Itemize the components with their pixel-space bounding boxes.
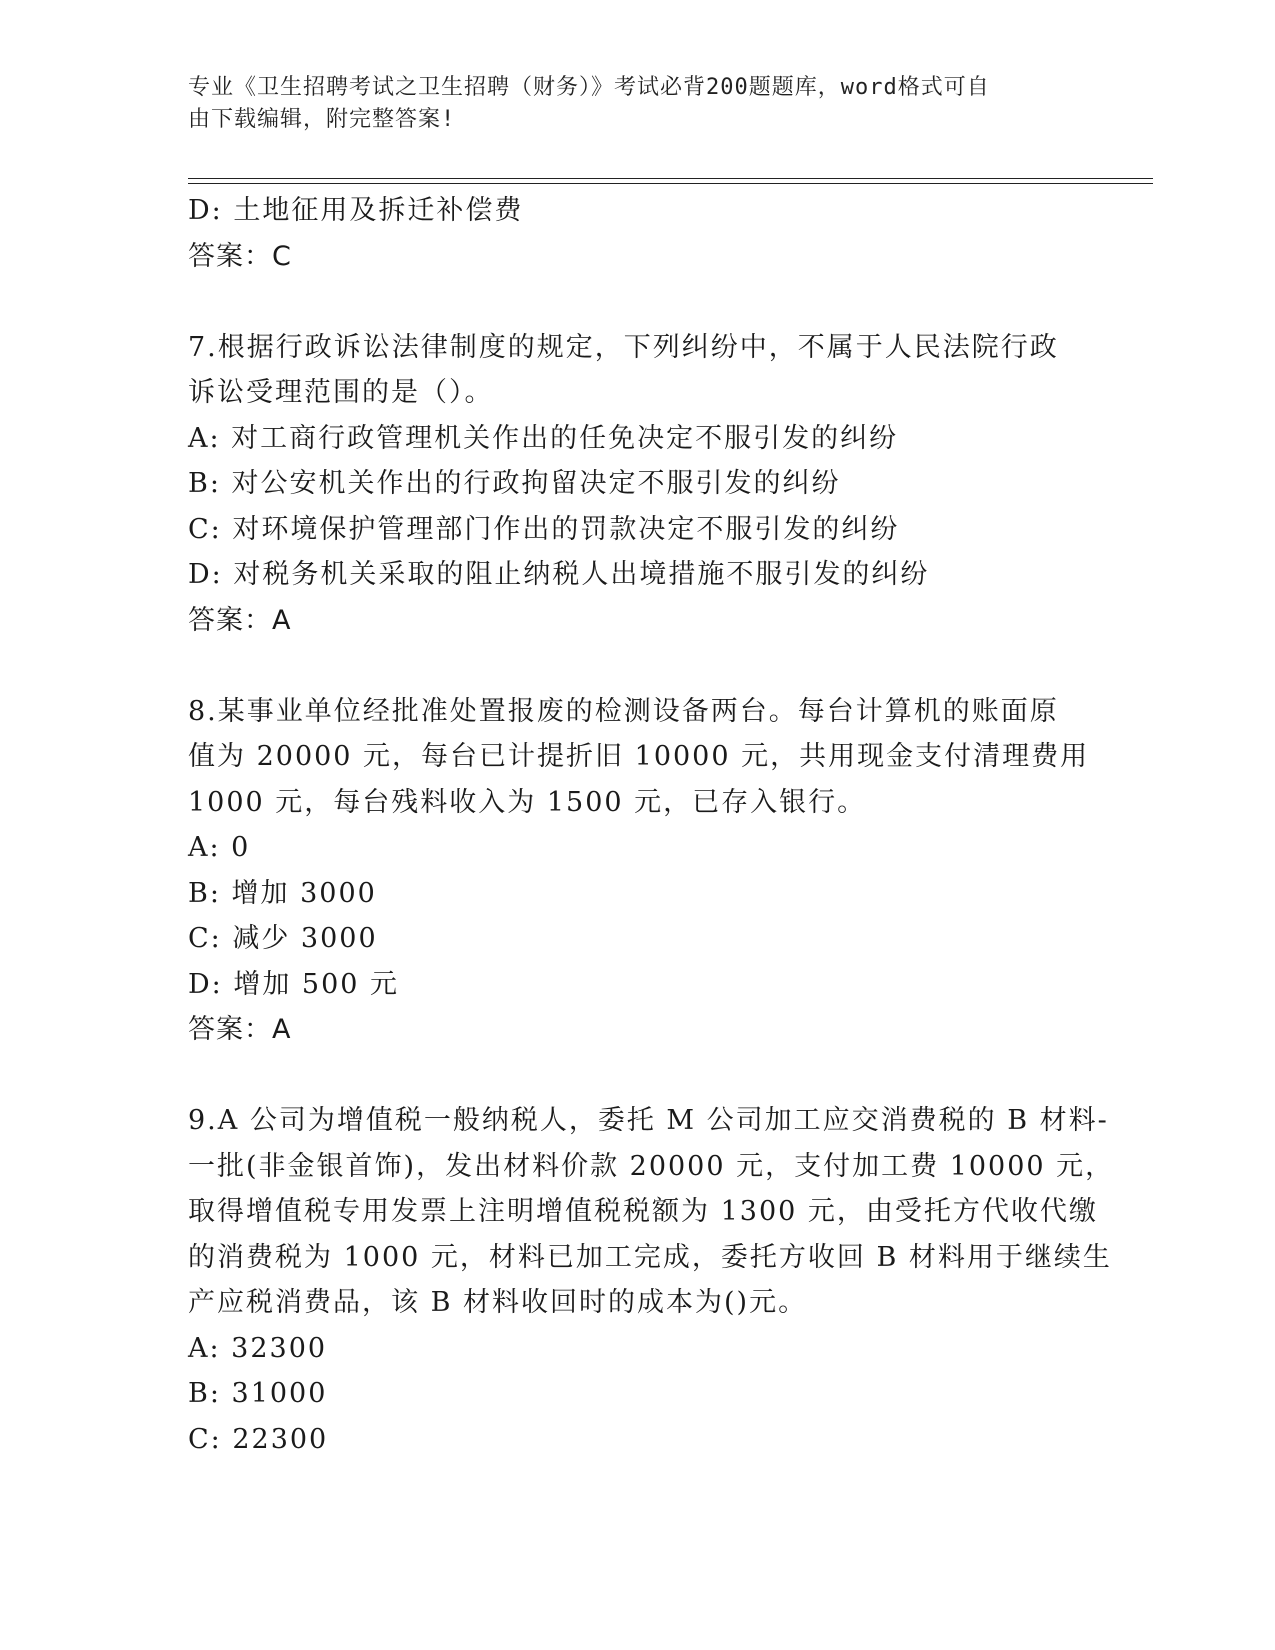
answer-line: 答案：A — [188, 604, 292, 636]
question-stem-line: 一批(非金银首饰)，发出材料价款 20000 元，支付加工费 10000 元， — [188, 1150, 1115, 1182]
question-stem-line: 9.A 公司为增值税一般纳税人，委托 M 公司加工应交消费税的 B 材料- — [188, 1105, 1109, 1136]
question-stem-line: 1000 元，每台残料收入为 1500 元，已存入银行。 — [188, 786, 867, 818]
option-b: B: 增加 3000 — [188, 877, 377, 909]
question-stem-line: 值为 20000 元，每台已计提折旧 10000 元，共用现金支付清理费用 — [188, 741, 1090, 772]
header-rule-bottom — [188, 183, 1153, 184]
header-line-2: 由下载编辑，附完整答案! — [188, 107, 456, 132]
question-stem-line: 7.根据行政诉讼法律制度的规定，下列纠纷中，不属于人民法院行政 — [188, 331, 1059, 363]
option-a: A: 对工商行政管理机关作出的任免决定不服引发的纠纷 — [188, 422, 899, 454]
option-d: D: 增加 500 元 — [188, 968, 400, 1000]
answer-line: 答案：A — [188, 1014, 292, 1045]
option-b: B: 31000 — [188, 1378, 328, 1409]
question-7 — [188, 325, 1088, 644]
option-c: C: 对环境保护管理部门作出的罚款决定不服引发的纠纷 — [188, 513, 900, 545]
option-c: C: 22300 — [188, 1423, 329, 1455]
option-c: C: 减少 3000 — [188, 923, 378, 954]
document-body — [188, 188, 1115, 1462]
question-6-tail — [188, 188, 1088, 279]
question-stem-line: 8.某事业单位经批准处置报废的检测设备两台。每台计算机的账面原 — [188, 695, 1059, 727]
option-a: A: 32300 — [188, 1332, 328, 1364]
header-rule-top — [188, 178, 1153, 179]
question-stem-line: 诉讼受理范围的是（）。 — [188, 377, 494, 408]
question-stem-line: 产应税消费品，该 B 材料收回时的成本为()元。 — [188, 1287, 808, 1318]
document-header — [188, 72, 1068, 136]
option-a: A: 0 — [188, 832, 251, 863]
option-b: B: 对公安机关作出的行政拘留决定不服引发的纠纷 — [188, 468, 841, 499]
header-line-1: 专业《卫生招聘考试之卫生招聘（财务）》考试必背200题题库，word格式可自 — [188, 75, 990, 100]
question-stem-line: 取得增值税专用发票上注明增值税税额为 1300 元，由受托方代收代缴 — [188, 1196, 1098, 1227]
question-stem-line: 的消费税为 1000 元，材料已加工完成，委托方收回 B 材料用于继续生 — [188, 1241, 1112, 1273]
question-9 — [188, 1098, 1115, 1462]
option-d: D: 土地征用及拆迁补偿费 — [188, 195, 524, 226]
option-d: D: 对税务机关采取的阻止纳税人出境措施不服引发的纠纷 — [188, 559, 930, 590]
question-8 — [188, 689, 1088, 1053]
answer-line: 答案：C — [188, 240, 292, 272]
